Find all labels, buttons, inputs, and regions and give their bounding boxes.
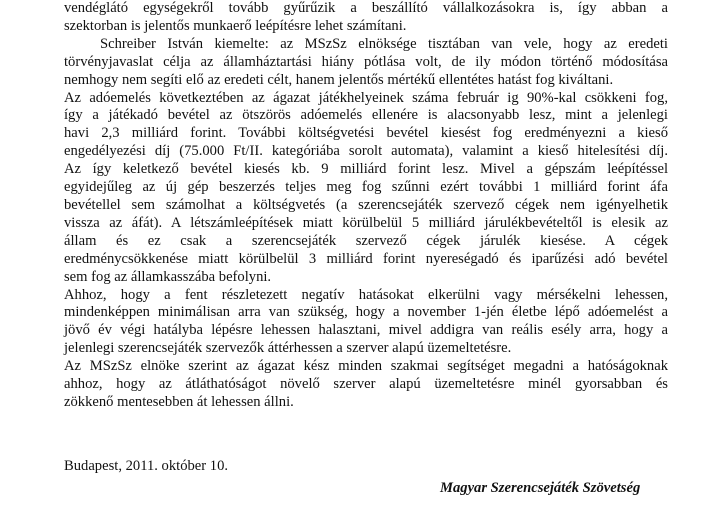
- text-line: Az adóemelés következtében az ágazat játékhelyeinek száma február ig 90%-kal csökkeni fog,: [64, 89, 668, 106]
- text-line: Az MSzSz elnöke szerint az ágazat kész minden szakmai segítséget megadni a hatóságoknak: [64, 358, 668, 375]
- paragraph-industry-support: [64, 358, 668, 412]
- text-line: zökkenő mentesebben át lehessen állni.: [64, 393, 294, 410]
- text-line: eredménycsökkenése miatt körülbelül 3 milliárd forint nyereségadó és iparűzési adó bevétel: [64, 250, 668, 267]
- paragraph-intro-continuation: [64, 0, 668, 36]
- text-line: így a játékadó bevétel az ötszörös adóemelés ellenére is alacsonyabb lesz, mint a jelenlegi: [64, 107, 668, 124]
- text-line: sem fog az államkasszába befolyni.: [64, 268, 272, 285]
- text-line: mindenképpen minimálisan arra van szükség, hogy a november 1-jén életbe lépő adóemelést a: [64, 304, 668, 321]
- text-line: Schreiber István kiemelte: az MSzSz elnöksége tisztában van vele, hogy az eredeti: [100, 35, 668, 52]
- document-body: [64, 0, 668, 412]
- text-line: Ahhoz, hogy a fent részletezett negatív hatásokat elkerülni vagy mérsékelni lehessen,: [64, 286, 668, 303]
- text-line: vendéglátó egységekről tovább gyűrűzik a beszállító vállalkozásokra is, így abban a: [64, 0, 668, 16]
- text-line: vissza az áfát). A létszámleépítések miatt körülbelül 5 milliárd járulékbevételtől is elesik az: [64, 214, 668, 231]
- text-line: egyidejűleg az új gép beszerzés teljes meg fog szűnni ezért további 1 milliárd forint áfa: [64, 179, 668, 196]
- text-line: bevétellel sem számolhat a költségvetés (a szerencsejáték szervező cégek nem igényelhetik: [64, 196, 668, 213]
- date-line: Budapest, 2011. október 10.: [64, 458, 229, 474]
- text-line: ahhoz, hogy az átláthatóságot növelő szerver alapú üzemeltetésre minél gyorsabban és: [64, 376, 668, 393]
- text-line: állam és ez csak a szerencsejáték szervező cégek járulék kiesése. A cégek: [64, 232, 668, 249]
- paragraph-postponement-request: [64, 287, 668, 359]
- paragraph-schreiber-quote: [64, 36, 668, 90]
- signature: Magyar Szerencsejáték Szövetség: [440, 480, 641, 496]
- text-line: jelenlegi szerencsejáték szervezők áttérhessen a szerver alapú üzemeltetésre.: [64, 340, 512, 357]
- paragraph-revenue-impact: [64, 90, 668, 287]
- text-line: szektorban is jelentős munkaerő leépítésre lehet számítani.: [64, 17, 407, 34]
- text-line: Az így keletkező bevétel kiesés kb. 9 milliárd forint lesz. Mivel a gépszám leépítéssel: [64, 161, 668, 178]
- text-line: havi 2,3 milliárd forint. További költségvetési bevétel kiesést fog eredményezni a kieső: [64, 125, 668, 142]
- text-line: nemhogy nem segíti elő az eredeti célt, hanem jelentős mértékű ellentétes hatást fog kiváltani.: [64, 71, 614, 88]
- text-line: törvényjavaslat célja az államháztartási hiány pótlása volt, de ily módon történő módosítása: [64, 53, 668, 70]
- text-line: jövő év végi hatályba lépésre lehessen halasztani, mivel addigra van reális esély arra, hogy a: [64, 322, 668, 339]
- text-line: engedélyezési díj (75.000 Ft/II. kategóriába sorolt automata), valamint a kieső hitelesítési díj.: [64, 143, 668, 160]
